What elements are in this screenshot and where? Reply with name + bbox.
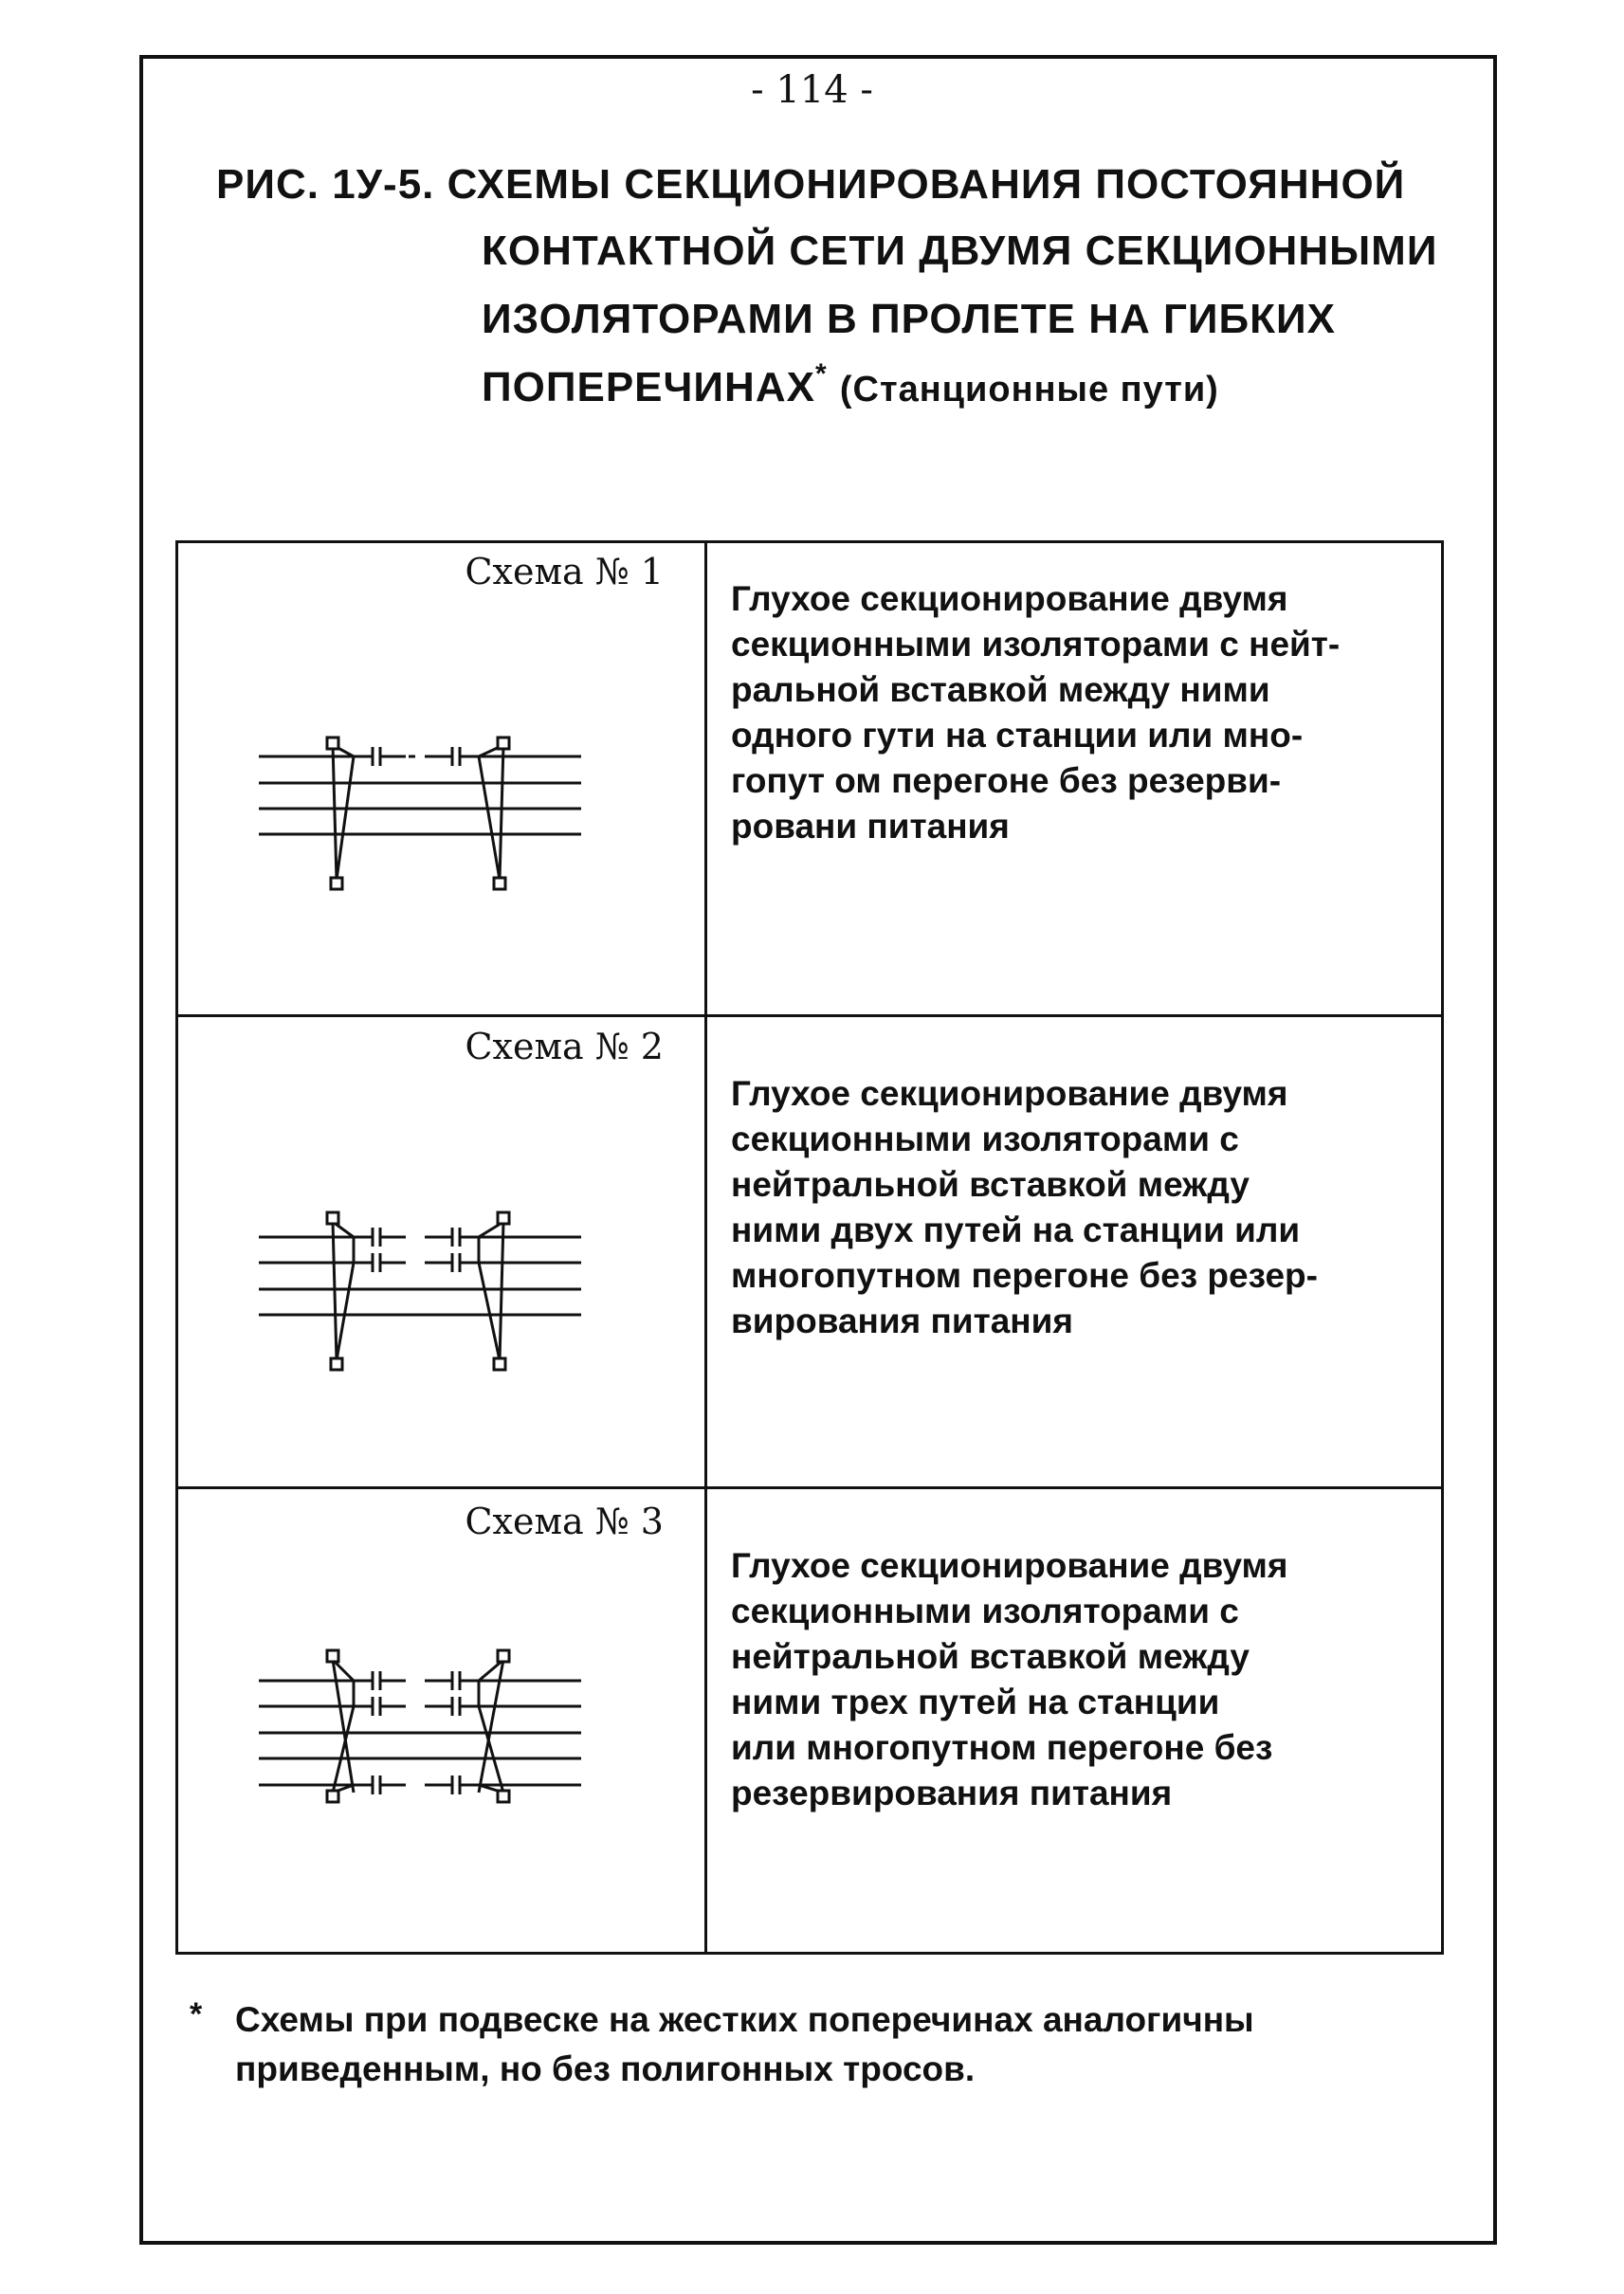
figure-title-line-1: РИС. 1У-5. СХЕМЫ СЕКЦИОНИРОВАНИЯ ПОСТОЯННОЙ (216, 161, 1406, 208)
scheme-row-2 (178, 1014, 1441, 1486)
scheme-table (175, 540, 1444, 1955)
support-box (498, 1212, 509, 1224)
figure-title-line-4 (482, 358, 1219, 411)
footnote-line: приведенным, но без полигонных тросов. (235, 2049, 976, 2088)
support-box (327, 1212, 338, 1224)
scheme-1-diagram (259, 728, 581, 899)
description-line: многопутном перегоне без резер- (731, 1256, 1318, 1295)
scheme-row-1 (178, 543, 1441, 1014)
section-insulators (373, 1228, 460, 1272)
figure-title-line-3: ИЗОЛЯТОРАМИ В ПРОЛЕТЕ НА ГИБКИХ (482, 296, 1336, 342)
description-line: секционными изоляторами с (731, 1592, 1239, 1630)
description-line: ними трех путей на станции (731, 1683, 1220, 1721)
footnote-asterisk: * (814, 358, 828, 390)
description-line: нейтральной вставкой между (731, 1165, 1250, 1204)
track-lines (259, 1681, 581, 1785)
description-line: одного гути на станции или мно- (731, 716, 1304, 755)
description-line: секционными изоляторами с (731, 1120, 1239, 1158)
description-line: или многопутном перегоне без (731, 1728, 1273, 1767)
figure-title-line-2: КОНТАКТНОЙ СЕТИ ДВУМЯ СЕКЦИОННЫМИ (482, 228, 1438, 274)
support-box (331, 878, 342, 889)
scheme-3-description (731, 1543, 1414, 1816)
support-box (494, 1358, 505, 1370)
support-box (498, 737, 509, 749)
figure-title-last-word: ПОПЕРЕЧИНАХ (482, 364, 815, 410)
support-box (498, 1791, 509, 1802)
scheme-1-description (731, 576, 1414, 849)
description-line: Глухое секционирование двумя (731, 1074, 1288, 1113)
description-line: ровани питания (731, 807, 1010, 846)
scheme-2-diagram (259, 1209, 581, 1379)
track-lines (259, 1237, 581, 1315)
description-line: Глухое секционирование двумя (731, 1546, 1288, 1585)
scheme-label: Схема № 1 (465, 551, 664, 592)
description-line: гопут ом перегоне без резерви- (731, 761, 1282, 800)
support-box (498, 1650, 509, 1662)
track-lines (259, 756, 581, 834)
scheme-3-diagram (259, 1643, 581, 1847)
description-line: Глухое секционирование двумя (731, 579, 1288, 618)
support-box (327, 1791, 338, 1802)
support-box (331, 1358, 342, 1370)
scheme-row-3 (178, 1486, 1441, 1957)
support-box (494, 878, 505, 889)
footnote (190, 1995, 1254, 2094)
scheme-label: Схема № 2 (465, 1026, 664, 1067)
support-box (327, 1650, 338, 1662)
support-box (327, 737, 338, 749)
figure-subtitle: (Станционные пути) (839, 370, 1219, 410)
page-number: - 114 - (751, 68, 873, 112)
description-line: вирования питания (731, 1302, 1073, 1340)
description-line: ними двух путей на станции или (731, 1211, 1301, 1249)
description-line: резервирования питания (731, 1774, 1173, 1812)
footnote-mark: * (190, 1996, 203, 2032)
scheme-label: Схема № 3 (465, 1501, 664, 1542)
description-line: секционными изоляторами с нейт- (731, 625, 1341, 664)
description-line: нейтральной вставкой между (731, 1637, 1250, 1676)
footnote-line: Схемы при подвеске на жестких поперечинах аналогичны (235, 2000, 1254, 2039)
scheme-2-description (731, 1071, 1414, 1344)
description-line: ральной вставкой между ними (731, 670, 1270, 709)
